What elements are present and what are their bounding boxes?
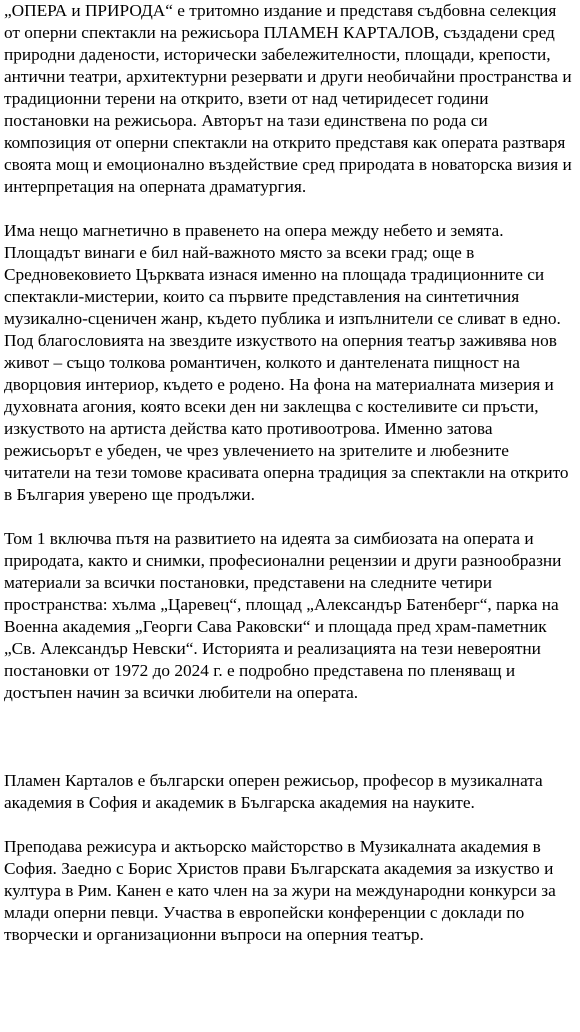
paragraph-spacer [4,814,576,836]
author-bio-paragraph: Пламен Карталов е български оперен режисьор, професор в музикалната академия в София и академик в Българска академия на науките. [4,771,543,812]
intro-paragraph: „ОПЕРА и ПРИРОДА“ е тритомно издание и представя съдбовна селекция от оперни спектакли на режисьора ПЛАМЕН КАРТАЛОВ, създадени сред природни дадености, исторически забележителности, площади, крепости, антични театри, архитектурни резервати и други необичайни пространства и традиционни терени на открито, взети от над четиридесет години постановки на режисьора. Авторът на тази единствена по рода си композиция от оперни спектакли на открито представя как операта разтваря своята мощ и емоционално въздействие сред природата в новаторска визия и интерпретация на оперната драматургия. [4,1,572,196]
paragraph-spacer [4,506,576,528]
volume-one-paragraph: Том 1 включва пътя на развитието на идеята за симбиозата на операта и природата, както и снимки, професионални рецензии и други разнообразни материали за всички постановки, представени на следните четири пространства: хълма „Царевец“, площад „Александър Батенберг“, парка на Военна академия „Георги Сава Раковски“ и площада пред храм-паметник „Св. Александър Невски“. Историята и реализацията на тези невероятни постановки от 1972 до 2024 г. е подробно представена по пленяващ и достъпен начин за всички любители на операта. [4,529,562,702]
paragraph-spacer [4,198,576,220]
section-spacer [4,704,576,770]
author-career-paragraph: Преподава режисура и актьорско майсторство в Музикалната академия в София. Заедно с Борис Христов прави Българската академия за изкуство и култура в Рим. Канен е като член на за жури на международни конкурси за млади оперни певци. Участва в европейски конференции с доклади по творчески и организационни въпроси на оперния театър. [4,837,556,944]
opera-outdoors-paragraph: Има нещо магнетично в правенето на опера между небето и земята. Площадът винаги е бил най-важното място за всеки град; още в Средновековието Църквата изнася именно на площада традиционните си спектакли-мистерии, които са първите представления на синтетичния музикално-сценичен жанр, където публика и изпълнители се сливат в едно. Под благословията на звездите изкуството на оперния театър заживява нов живот – също толкова романтичен, колкото и дантелената пищност на дворцовия интериор, където е родено. На фона на материалната мизерия и духовната агония, която всеки ден ни заклещва с костеливите си пръсти, изкуството на артиста действа като противоотрова. Именно затова режисьорът е убеден, че чрез увлечението на зрителите и любезните читатели на тези томове красивата оперна традиция за спектакли на открито в България уверено ще продължи. [4,221,569,504]
